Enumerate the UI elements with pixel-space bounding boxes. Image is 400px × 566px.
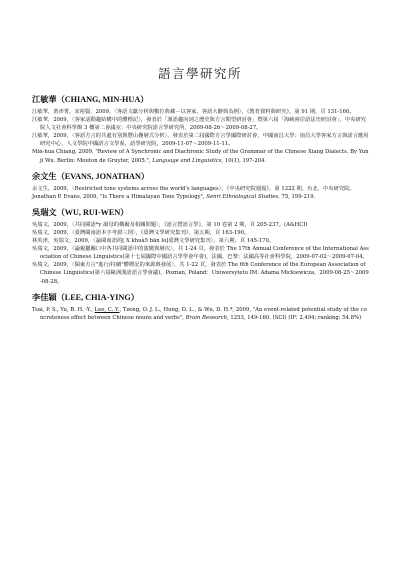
journal-title: Brain Research	[185, 314, 228, 321]
publication-entry: 吳瑞文，2009，〈共同閩語*y 韻母的構擬及相關問題〉，《語言暨語言學》，第 10 卷第 2 期，頁 205-237。(A&HCI)	[32, 221, 308, 228]
document-body	[32, 94, 370, 328]
publication-entry: 吳瑞文，2009，〈論親屬關口中各共同閩語中的演變與層次〉，共 1-24 頁，發表於 The 17th Annual Conference of the International Association of Chinese Linguistics(第十七屆國際中國語言學學會年會)，法國，巴黎：法國高等社會科學院，2009-07-02～2009-07-04。	[32, 246, 369, 261]
researcher-heading: 江敏華（CHIANG, MIN-HUA）	[32, 95, 149, 104]
researcher-heading: 余文生（EVANS, JONATHAN）	[32, 171, 150, 181]
researcher-heading: 李佳穎（LEE, CHIA-YING）	[32, 292, 139, 302]
researcher-section	[32, 94, 370, 165]
journal-title: Senri Ethnological Studies	[206, 193, 279, 200]
publication-entry: 江敏華，2009，〈客家話動趨結構中的體標記〉，發表於「漢語趨向詞之歷史與方言類型研討會」暨第六屆「海峽兩岸語法史研討會」，中央研究院人文社會科學館 3 樓第二會議室：中央研究院語言學研究所，2009-08-26～2009-08-27。	[32, 117, 366, 132]
researcher-heading: 吳瑞文（WU, RUI-WEN）	[32, 207, 129, 217]
publication-entry: Tsai, P. S., Yu, B. H. -Y., Lee, C. Y., Tzeng, O. J. L., Hung, D. L., & Wu, D. H.*, 2009, "An event-related potential study of the concreteness effect between Chinese nouns and verbs", Brain Research, 1253, 149-160. (SCI) (IF: 2.494; ranking: 54.8%)	[32, 306, 367, 321]
publication-entry: 林英津，吳瑞文，2009，〈論閩南語的[ X khuà5 bān lo]臺灣文學研究集刊〉，第六期，頁 145-170。	[32, 238, 275, 245]
journal-title: Language and Linguistics	[152, 157, 222, 164]
researcher-section	[32, 171, 370, 201]
publication-entry: 吳瑞文，2009，〈臺灣閩南語本字考證三則〉，《臺灣文學研究集刊》，第五期，頁 163-190。	[32, 229, 250, 236]
publication-entry: 江敏華，2009，〈客語方言的共處有別與豐山疊層式分析〉，發表於第二屆國際方言學國際研討會，中國南昌大學：南昌大學客家方言與語言應用研究中心、人文學院中國語言文學系，語學研究院，2009-11-07～2009-11-11。	[32, 133, 369, 148]
publication-entry: Jonathan P. Evans, 2009, "Is There a Himalayan Tone Typology", Senri Ethnological Studies, 75, 199-219.	[32, 193, 316, 200]
publication-entry: 吳瑞文，2009，〈閩東方言"進行/持續"體標記的來源與發展〉，共 1-22 頁，發表於 The 6th Conference of the European Association of Chinese Linguistics(第六屆歐洲漢語語言學會議)，Poznan, Poland：Uniwersytetu IM. Adama Mickiewicza，2009-08-25～2009-08-28。	[32, 262, 369, 285]
publication-entry: 余文生，2009，〈Restricted tone systems across the world's languages〉，《中央研究院週報》，第 1222 期，台北，中央研究院。	[32, 185, 355, 192]
highlighted-author: Lee, C. Y.	[94, 306, 120, 313]
researcher-section	[32, 292, 370, 322]
researcher-section	[32, 207, 370, 286]
publication-entry: 江敏華，黃彥菁，宋裕賢，2009，〈客語文獻分析與數位典藏－以客家、客語大辭典為例〉，《教育資料與研究》，第 91 期，頁 131-160。	[32, 109, 355, 115]
publication-entry: Min-hua Chiang, 2009, "Review of A Synchronic and Diachronic Study of the Grammar of the Chinese Xiang Dialects. By Yunji Wu. Berlin: Mouton de Gruyter, 2005.", Language and Linguistics, 10(1), 197-204.	[32, 149, 369, 164]
page-title: 語言學研究所	[157, 66, 242, 81]
